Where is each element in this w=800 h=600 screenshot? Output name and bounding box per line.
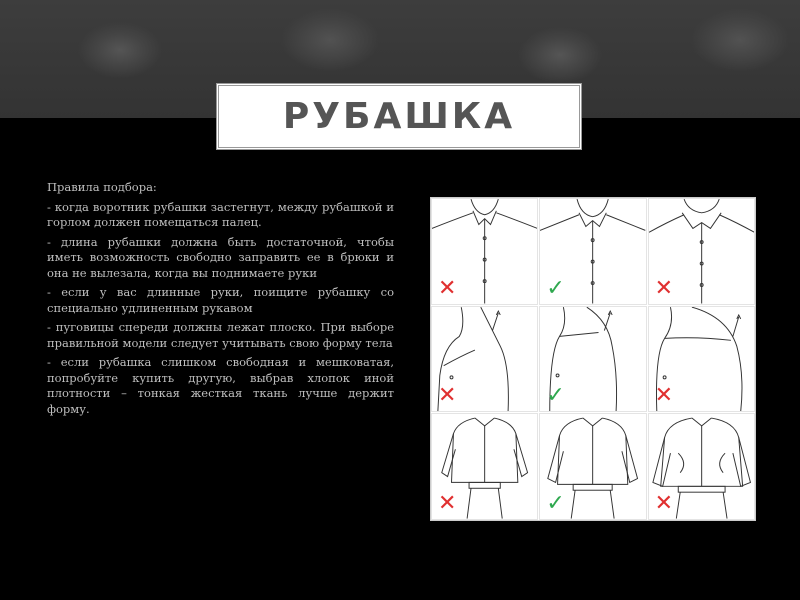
shirt-correct-image [539, 413, 646, 520]
wrong-mark-icon: ✕ [654, 383, 674, 409]
rules-text [47, 180, 394, 421]
slide-title: РУБАШКА [282, 96, 516, 137]
wrong-mark-icon: ✕ [438, 383, 457, 409]
collar-correct-image [539, 198, 646, 305]
rule-sleeves: - если у вас длинные руки, поищите рубашку со специально удлиненным рукавом [47, 285, 394, 315]
right-mark-icon: ✓ [546, 275, 565, 301]
rule-collar: - когда воротник рубашки застегнут, между рубашкой и горлом должен помещаться палец. [47, 199, 394, 229]
rules-heading: Правила подбора: [47, 180, 157, 194]
title-box [216, 83, 582, 150]
wrong-mark-icon: ✕ [438, 490, 457, 516]
shirt-fit-illustration [430, 197, 756, 521]
shoulder-too-wide-image [648, 306, 755, 413]
shirt-too-tight-image [431, 413, 538, 520]
right-mark-icon: ✓ [546, 383, 565, 409]
collar-too-loose-image [648, 198, 755, 305]
rule-length: - длина рубашки должна быть достаточной, чтобы иметь возможность свободно заправить ее в брюки и она не вылезала, когда вы поднимаете руки [47, 234, 394, 280]
wrong-mark-icon: ✕ [654, 275, 674, 301]
rule-fit: - если рубашка слишком свободная и мешковатая, попробуйте купить другую, выбрав хлопок иной плотности – тонкая жесткая ткань лучше держит форму. [47, 355, 394, 416]
rule-buttons: - пуговицы спереди должны лежат плоско. При выборе правильной модели следует учитывать свою форму тела [47, 320, 394, 350]
shoulder-wrong-image [431, 306, 538, 413]
wrong-mark-icon: ✕ [654, 490, 674, 516]
collar-too-tight-image [431, 198, 538, 305]
shirt-too-loose-image [648, 413, 755, 520]
wrong-mark-icon: ✕ [438, 275, 457, 301]
right-mark-icon: ✓ [546, 490, 565, 516]
shoulder-correct-image [539, 306, 646, 413]
